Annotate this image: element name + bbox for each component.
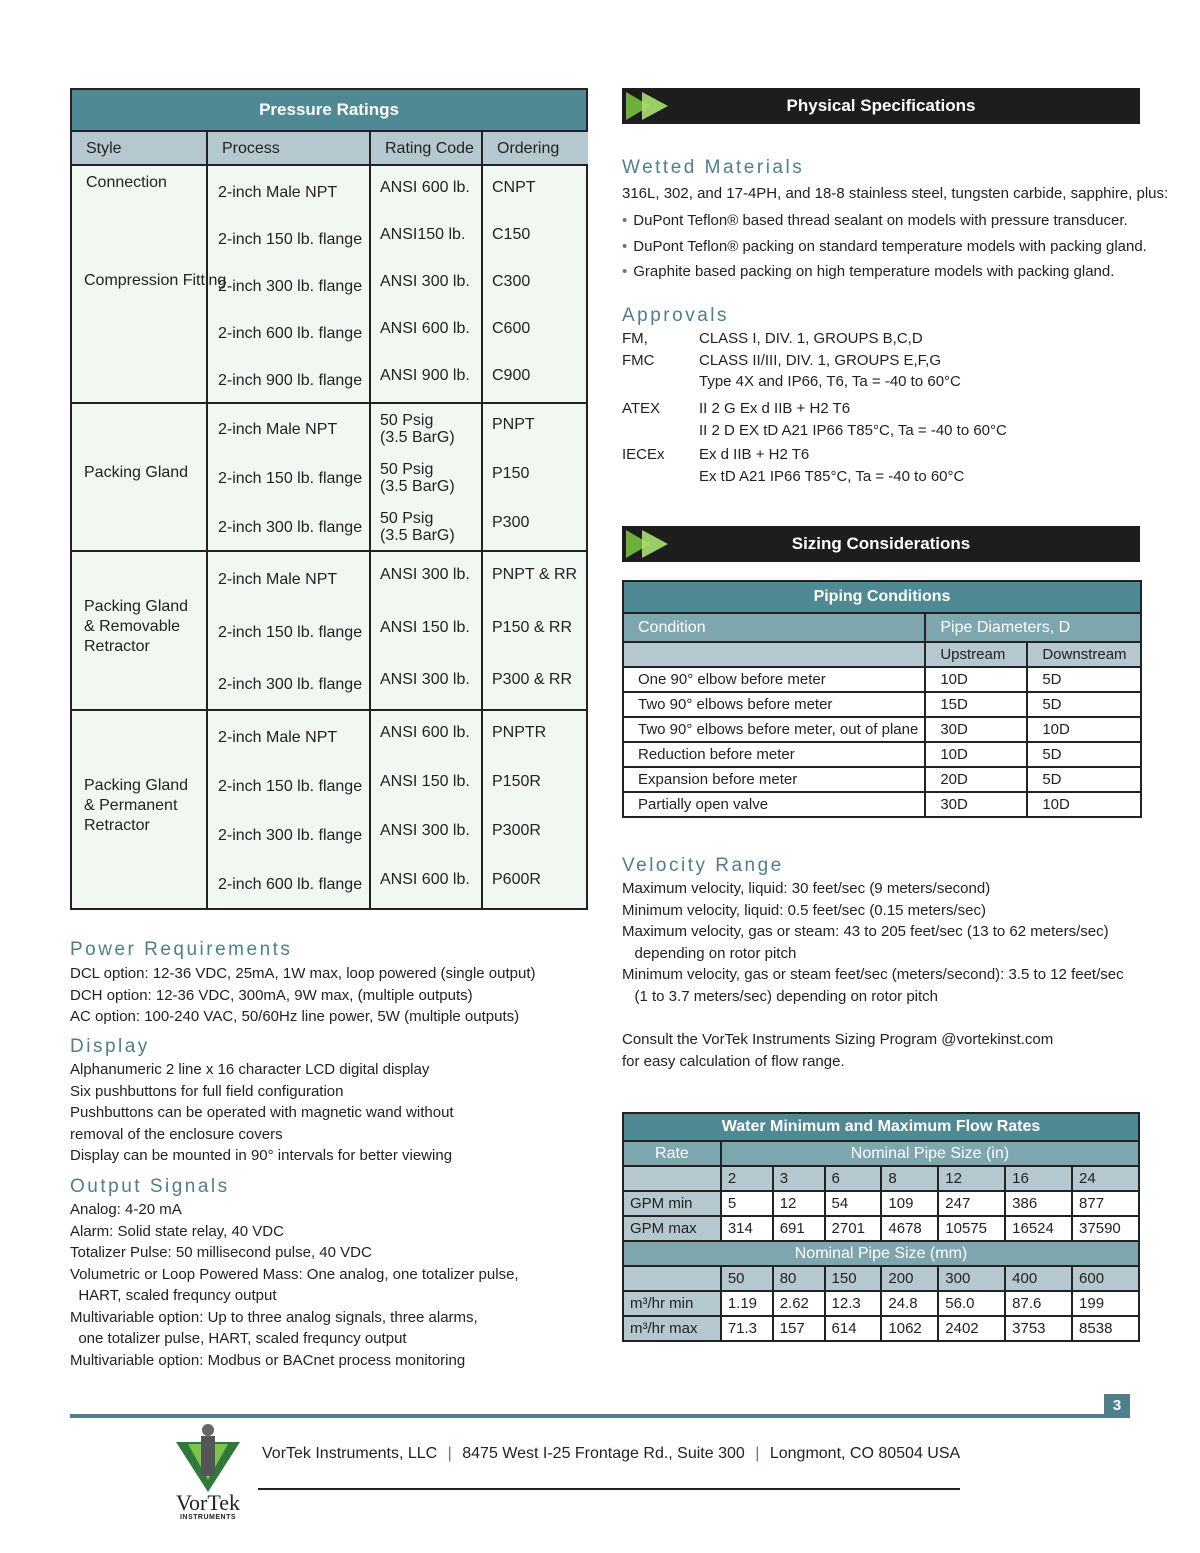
pipe-size-mm: 150: [825, 1266, 882, 1291]
piping-conditions-table: [622, 580, 1142, 818]
rating-code-cell: 50 Psig (3.5 BarG): [380, 509, 455, 544]
ordering-cell: P150: [492, 465, 530, 482]
ordering-cell: P300: [492, 513, 530, 531]
approval-line: Type 4X and IP66, T6, Ta = -40 to 60°C: [699, 373, 961, 390]
consult-line: for easy calculation of flow range.: [622, 1052, 845, 1070]
flow-value: 8538: [1072, 1316, 1139, 1341]
physical-specifications-title: Physical Specifications: [786, 96, 976, 115]
pipe-size-in: 24: [1072, 1166, 1139, 1191]
style-connection-cell: Packing Gland: [84, 464, 189, 481]
style-connection-cell: Compression Fitting: [84, 272, 227, 289]
sizing-considerations-title: Sizing Considerations: [791, 534, 971, 553]
flow-value: 386: [1005, 1191, 1072, 1216]
flow-row: [623, 1291, 1139, 1316]
pipe-size-mm: 200: [881, 1266, 938, 1291]
velocity-range-title: Velocity Range: [622, 855, 784, 876]
col-rating-code: Rating Code: [371, 132, 481, 166]
process-cell: 2-inch 300 lb. flange: [218, 518, 363, 536]
upstream-cell: 10D: [925, 742, 1027, 767]
col-style-connection: Style Connection: [72, 132, 206, 166]
approval-label: ATEX: [622, 400, 661, 417]
wetted-bullet: [622, 259, 1147, 285]
upstream-cell: 30D: [925, 717, 1027, 742]
flow-value: 691: [773, 1216, 825, 1241]
flow-row: [623, 1216, 1139, 1241]
approval-values: [699, 444, 964, 487]
page-number: 3: [1104, 1394, 1130, 1418]
flow-value: 109: [881, 1191, 938, 1216]
city-address: Longmont, CO 80504 USA: [769, 1445, 961, 1462]
velocity-line: Maximum velocity, gas or steam: 43 to 205 feet/sec (13 to 62 meters/sec): [622, 923, 1109, 940]
flow-value: 314: [721, 1216, 773, 1241]
flow-value: 12: [773, 1191, 825, 1216]
logo-mark-icon: [168, 1422, 248, 1494]
power-requirements-title: Power Requirements: [70, 939, 293, 960]
pipe-size-row: [623, 1266, 1139, 1291]
ordering-cell: P150R: [492, 772, 541, 790]
flow-value: 24.8: [881, 1291, 938, 1316]
ordering-cell: C300: [492, 273, 531, 290]
ordering-cell: P300 & RR: [492, 670, 573, 688]
flow-value: 16524: [1005, 1216, 1072, 1241]
velocity-line: Minimum velocity, gas or steam feet/sec (meters/second): 3.5 to 12 feet/sec: [622, 966, 1124, 983]
power-requirements-text: [70, 963, 536, 1028]
rating-code-cell: 50 Psig (3.5 BarG): [380, 461, 455, 495]
downstream-cell: 5D: [1027, 742, 1141, 767]
approval-line: CLASS I, DIV. 1, GROUPS B,C,D: [699, 330, 923, 347]
footer-address: VorTek Instruments, LLC | 8475 West I-25 Frontage Rd., Suite 300 | Longmont, CO 80504 USA: [262, 1445, 961, 1462]
flow-value: 2402: [938, 1316, 1005, 1341]
pipe-size-mm: 400: [1005, 1266, 1072, 1291]
wetted-bullet: [622, 234, 1147, 260]
nominal-in-header: Nominal Pipe Size (in): [721, 1141, 1139, 1166]
flow-value: 12.3: [825, 1291, 882, 1316]
downstream-cell: 10D: [1027, 792, 1141, 817]
pipe-size-in: 8: [881, 1166, 938, 1191]
velocity-line: Minimum velocity, liquid: 0.5 feet/sec (0.15 meters/sec): [622, 901, 987, 919]
style-connection-cell: Packing Gland & Permanent Retractor: [84, 776, 189, 834]
approval-line: II 2 D EX tD A21 IP66 T85°C, Ta = -40 to 60°C: [699, 421, 1007, 439]
wetted-intro: 316L, 302, and 17-4PH, and 18-8 stainless steel, tungsten carbide, sapphire, plus:: [622, 185, 1169, 202]
sizing-program-note: [622, 1029, 1053, 1072]
pipe-size-mm: 80: [773, 1266, 825, 1291]
pipe-size-row: [623, 1166, 1139, 1191]
flow-label: m³/hr max: [623, 1316, 721, 1341]
flow-value: 1.19: [721, 1291, 773, 1316]
flow-value: 247: [938, 1191, 1005, 1216]
wetted-bullet: [622, 208, 1147, 234]
process-cell: 2-inch 600 lb. flange: [218, 324, 363, 342]
process-cell: 2-inch 300 lb. flange: [218, 827, 363, 845]
flow-value: 5: [721, 1191, 773, 1216]
rating-code-cell: ANSI 600 lb.: [380, 319, 470, 337]
condition-header: Condition: [623, 613, 925, 642]
flow-label: m³/hr min: [623, 1291, 721, 1316]
ordering-cell: C600: [492, 319, 531, 337]
piping-row: [623, 717, 1141, 742]
flow-value: 2701: [825, 1216, 882, 1241]
approval-line: CLASS II/III, DIV. 1, GROUPS E,F,G: [699, 351, 942, 369]
flow-value: 199: [1072, 1291, 1139, 1316]
condition-cell: Reduction before meter: [623, 742, 925, 767]
flow-value: 10575: [938, 1216, 1005, 1241]
flow-value: 4678: [881, 1216, 938, 1241]
ordering-cell: PNPT: [492, 416, 535, 434]
water-flow-rates-table: [622, 1112, 1140, 1342]
process-cell: 2-inch Male NPT: [218, 728, 338, 746]
power-line: AC option: 100-240 VAC, 50/60Hz line power, 5W (multiple outputs): [70, 1008, 520, 1025]
street-address: 8475 West I-25 Frontage Rd., Suite 300: [462, 1445, 745, 1462]
flow-value: 71.3: [721, 1316, 773, 1341]
col-process: Process: [208, 132, 369, 166]
velocity-line: Maximum velocity, liquid: 30 feet/sec (9 meters/second): [622, 880, 991, 897]
display-line: Six pushbuttons for full field configuration: [70, 1082, 344, 1100]
consult-line: Consult the VorTek Instruments Sizing Program @vortekinst.com: [622, 1031, 1054, 1048]
mm-header-row: [623, 1241, 1139, 1266]
pressure-ratings-table: [70, 88, 588, 910]
flow-value: 157: [773, 1316, 825, 1341]
process-cell: 2-inch Male NPT: [218, 571, 338, 589]
condition-cell: Partially open valve: [623, 792, 925, 817]
output-signals-text: [70, 1199, 519, 1371]
rating-code-cell: ANSI 300 lb.: [380, 670, 470, 688]
pipe-size-in: 12: [938, 1166, 1005, 1191]
upstream-cell: 20D: [925, 767, 1027, 792]
downstream-cell: 5D: [1027, 667, 1141, 692]
bullet-icon: •: [622, 237, 628, 255]
downstream-header: Downstream: [1027, 642, 1141, 667]
flow-value: 56.0: [938, 1291, 1005, 1316]
pipe-size-in: 6: [825, 1166, 882, 1191]
pipe-size-in: 16: [1005, 1166, 1072, 1191]
process-cell: 2-inch 300 lb. flange: [218, 675, 363, 693]
piping-row: [623, 767, 1141, 792]
process-cell: 2-inch 900 lb. flange: [218, 371, 363, 389]
approval-values: [699, 328, 961, 393]
piping-row: [623, 742, 1141, 767]
flow-value: 1062: [881, 1316, 938, 1341]
pipe-diameters-header: Pipe Diameters, D: [925, 613, 1141, 642]
physical-specifications-header: [622, 88, 1140, 124]
rating-code-cell: ANSI 600 lb.: [380, 179, 470, 197]
rating-code-cell: ANSI 150 lb.: [380, 772, 470, 790]
display-line: Alphanumeric 2 line x 16 character LCD digital display: [70, 1061, 430, 1078]
pipe-size-in: 3: [773, 1166, 825, 1191]
process-cell: 2-inch 300 lb. flange: [218, 278, 363, 295]
nominal-mm-header: Nominal Pipe Size (mm): [623, 1241, 1139, 1266]
pipe-size-mm: 50: [721, 1266, 773, 1291]
piping-row: [623, 692, 1141, 717]
piping-row: [623, 667, 1141, 692]
pipe-size-mm: 600: [1072, 1266, 1139, 1291]
process-cell: 2-inch 150 lb. flange: [218, 623, 363, 641]
bullet-icon: •: [622, 212, 628, 229]
water-flow-title: Water Minimum and Maximum Flow Rates: [623, 1113, 1139, 1141]
sizing-considerations-header: [622, 526, 1140, 562]
process-cell: 2-inch 150 lb. flange: [218, 231, 363, 249]
col-ordering: Ordering: [483, 132, 588, 166]
condition-cell: Expansion before meter: [623, 767, 925, 792]
piping-conditions-title: Piping Conditions: [623, 581, 1141, 613]
pressure-ratings-title: Pressure Ratings: [72, 90, 586, 132]
ordering-cell: P150 & RR: [492, 618, 573, 636]
output-line: Multivariable option: Modbus or BACnet process monitoring: [70, 1351, 466, 1369]
flow-row: [623, 1191, 1139, 1216]
upstream-cell: 15D: [925, 692, 1027, 717]
ordering-cell: P600R: [492, 871, 541, 889]
rate-header: Rate: [623, 1141, 721, 1166]
pipe-size-in: 2: [721, 1166, 773, 1191]
footer-rule: [70, 1414, 1130, 1418]
output-line: Volumetric or Loop Powered Mass: One analog, one totalizer pulse,: [70, 1265, 519, 1283]
rating-code-cell: 50 Psig (3.5 BarG): [380, 412, 455, 447]
display-line: Display can be mounted in 90° intervals for better viewing: [70, 1147, 453, 1164]
velocity-line: depending on rotor pitch: [622, 944, 797, 962]
flow-label: GPM min: [623, 1191, 721, 1216]
process-cell: 2-inch 600 lb. flange: [218, 876, 363, 894]
flow-value: 877: [1072, 1191, 1139, 1216]
bullet-icon: •: [622, 263, 628, 280]
flow-value: 54: [825, 1191, 882, 1216]
condition-cell: Two 90° elbows before meter: [623, 692, 925, 717]
rating-code-cell: ANSI 600 lb.: [380, 871, 470, 889]
approval-label: FM, FMC: [622, 330, 655, 369]
process-cell: 2-inch Male NPT: [218, 184, 338, 202]
approval-line: Ex tD A21 IP66 T85°C, Ta = -40 to 60°C: [699, 467, 965, 485]
piping-row: [623, 792, 1141, 817]
output-signals-title: Output Signals: [70, 1176, 230, 1197]
process-cell: 2-inch 150 lb. flange: [218, 470, 363, 487]
upstream-header: Upstream: [925, 642, 1027, 667]
rating-code-cell: ANSI 300 lb.: [380, 273, 470, 290]
display-line: Pushbuttons can be operated with magnetic wand without: [70, 1104, 454, 1121]
flow-value: 87.6: [1005, 1291, 1072, 1316]
upstream-cell: 30D: [925, 792, 1027, 817]
ordering-cell: PNPTR: [492, 723, 547, 741]
flow-value: 3753: [1005, 1316, 1072, 1341]
ordering-cell: PNPT & RR: [492, 566, 578, 584]
ordering-cell: C150: [492, 226, 531, 244]
display-title: Display: [70, 1036, 150, 1057]
approval-line: II 2 G Ex d IIB + H2 T6: [699, 400, 851, 417]
wetted-bullet-text: DuPont Teflon® based thread sealant on models with pressure transducer.: [633, 212, 1128, 229]
approval-label: IECEx: [622, 446, 665, 463]
rating-code-cell: ANSI 300 lb.: [380, 566, 470, 584]
velocity-line: (1 to 3.7 meters/sec) depending on rotor pitch: [622, 987, 939, 1005]
flow-row: [623, 1316, 1139, 1341]
output-line: one totalizer pulse, HART, scaled frequncy output: [70, 1330, 407, 1347]
blank-cell: [623, 1166, 721, 1191]
downstream-cell: 5D: [1027, 692, 1141, 717]
pipe-size-mm: 300: [938, 1266, 1005, 1291]
approvals-title: Approvals: [622, 305, 729, 326]
flow-value: 614: [825, 1316, 882, 1341]
wetted-materials-title: Wetted Materials: [622, 157, 805, 178]
output-line: HART, scaled frequncy output: [70, 1287, 277, 1304]
output-line: Alarm: Solid state relay, 40 VDC: [70, 1222, 284, 1240]
downstream-cell: 5D: [1027, 767, 1141, 792]
rating-code-cell: ANSI 900 lb.: [380, 366, 470, 384]
logo-text: VorTek: [175, 1490, 241, 1515]
approval-values: [699, 398, 1007, 441]
rating-code-cell: ANSI 600 lb.: [380, 723, 470, 741]
process-cell: 2-inch 150 lb. flange: [218, 777, 363, 795]
output-line: Totalizer Pulse: 50 millisecond pulse, 40 VDC: [70, 1244, 372, 1261]
wetted-bullet-text: DuPont Teflon® packing on standard temperature models with packing gland.: [633, 237, 1147, 255]
footer-rule-2: [258, 1488, 960, 1490]
logo-subtext: INSTRUMENTS: [179, 1514, 237, 1521]
power-line: DCH option: 12-36 VDC, 300mA, 9W max, (multiple outputs): [70, 986, 473, 1004]
ordering-cell: CNPT: [492, 179, 536, 197]
display-line: removal of the enclosure covers: [70, 1125, 283, 1143]
rating-code-cell: ANSI 300 lb.: [380, 822, 470, 840]
company-name: VorTek Instruments, LLC: [262, 1445, 438, 1462]
downstream-cell: 10D: [1027, 717, 1141, 742]
style-connection-cell: Packing Gland & Removable Retractor: [84, 597, 189, 655]
display-text: [70, 1059, 454, 1167]
condition-cell: One 90° elbow before meter: [623, 667, 925, 692]
process-cell: 2-inch Male NPT: [218, 421, 338, 439]
rating-code-cell: ANSI150 lb.: [380, 226, 466, 244]
wetted-bullet-text: Graphite based packing on high temperature models with packing gland.: [633, 263, 1115, 280]
output-line: Analog: 4-20 mA: [70, 1201, 182, 1218]
flow-value: 37590: [1072, 1216, 1139, 1241]
approval-line: Ex d IIB + H2 T6: [699, 446, 810, 463]
flow-label: GPM max: [623, 1216, 721, 1241]
velocity-range-text: [622, 878, 1124, 1007]
ordering-cell: P300R: [492, 822, 541, 840]
output-line: Multivariable option: Up to three analog signals, three alarms,: [70, 1308, 478, 1326]
condition-cell: Two 90° elbows before meter, out of plane: [623, 717, 925, 742]
vortek-logo: [168, 1422, 248, 1522]
blank-cell: [623, 1266, 721, 1291]
rating-code-cell: ANSI 150 lb.: [380, 618, 470, 636]
ordering-cell: C900: [492, 366, 531, 384]
flow-value: 2.62: [773, 1291, 825, 1316]
power-line: DCL option: 12-36 VDC, 25mA, 1W max, loop powered (single output): [70, 965, 536, 982]
wetted-bullets: [622, 208, 1147, 285]
upstream-cell: 10D: [925, 667, 1027, 692]
